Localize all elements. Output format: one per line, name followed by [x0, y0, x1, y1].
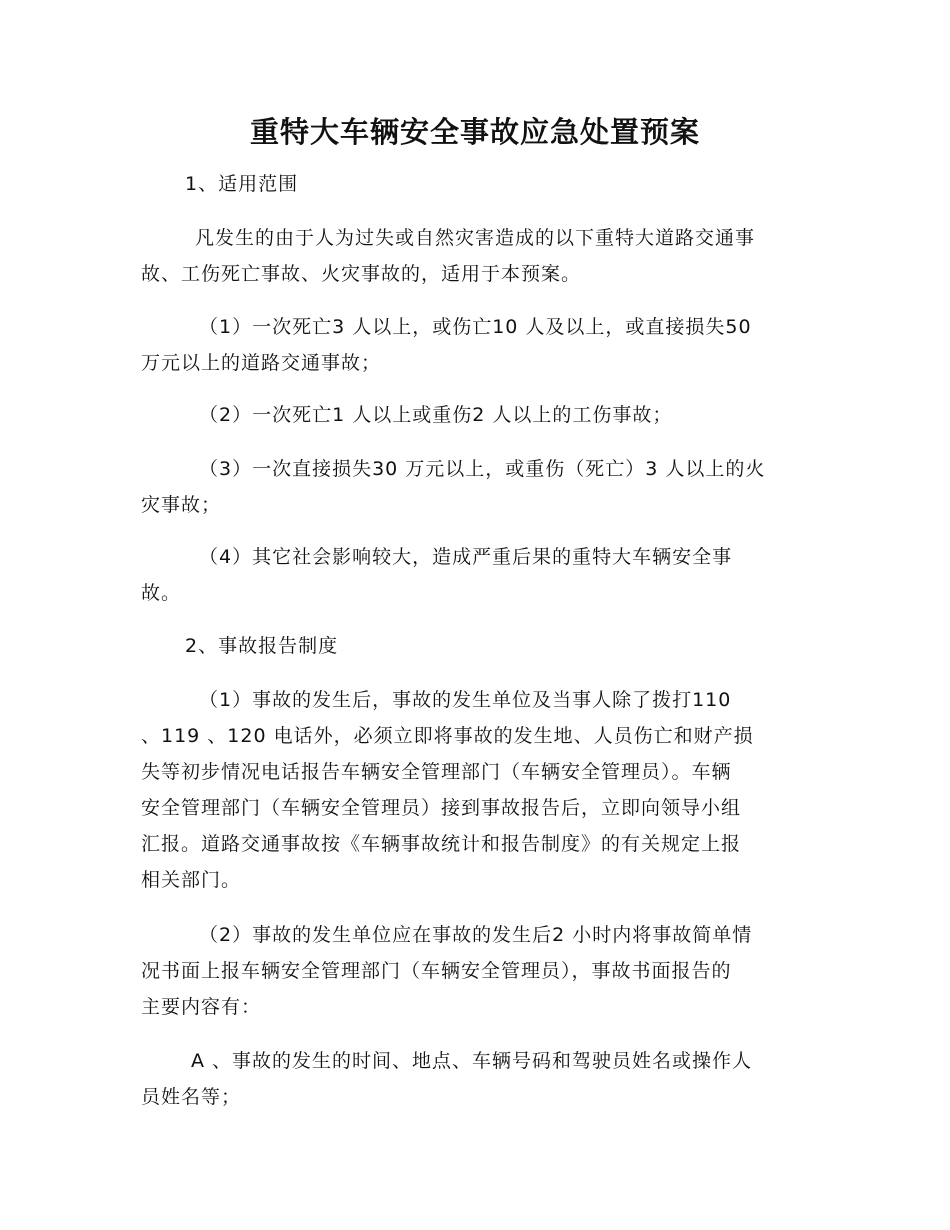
paragraph-line: 失等初步情况电话报告车辆安全管理部门（车辆安全管理员）。车辆: [141, 761, 732, 783]
paragraph-line: 故。: [141, 582, 182, 604]
paragraph-report-a: [141, 1043, 752, 1115]
list-item-3: [141, 451, 765, 523]
paragraph-line: （2）事故的发生单位应在事故的发生后2 小时内将事故简单情: [199, 924, 753, 946]
paragraph-line: （2）一次死亡1 人以上或重伤2 人以上的工伤事故；: [199, 404, 673, 426]
list-item-1: [141, 309, 752, 381]
section-heading-report: 2、事故报告制度: [185, 635, 339, 657]
paragraph-line: 汇报。道路交通事故按《车辆事故统计和报告制度》的有关规定上报: [141, 833, 742, 855]
paragraph-line: 主要内容有：: [141, 996, 262, 1018]
document-title: 重特大车辆安全事故应急处置预案: [249, 115, 700, 149]
paragraph-scope: [141, 220, 755, 292]
paragraph-report-2: [141, 917, 752, 1025]
paragraph-line: 凡发生的由于人为过失或自然灾害造成的以下重特大道路交通事: [195, 227, 756, 249]
paragraph-line: 况书面上报车辆安全管理部门（车辆安全管理员），事故书面报告的: [141, 960, 732, 982]
list-item-4: [141, 539, 732, 611]
paragraph-line: 万元以上的道路交通事故；: [141, 352, 382, 374]
paragraph-line: （4）其它社会影响较大，造成严重后果的重特大车辆安全事: [199, 546, 733, 568]
paragraph-line: （1）事故的发生后，事故的发生单位及当事人除了拨打110: [199, 689, 732, 711]
paragraph-line: 员姓名等；: [141, 1086, 242, 1108]
paragraph-line: 故、工伤死亡事故、火灾事故的，适用于本预案。: [141, 263, 582, 285]
paragraph-line: 安全管理部门（车辆安全管理员）接到事故报告后，立即向领导小组: [141, 797, 742, 819]
paragraph-line: 、119 、120 电话外，必须立即将事故的发生地、人员伤亡和财产损: [141, 725, 754, 747]
paragraph-line: （3）一次直接损失30 万元以上，或重伤（死亡）3 人以上的火: [199, 458, 766, 480]
paragraph-line: 灾事故；: [141, 494, 222, 516]
paragraph-line: 相关部门。: [141, 869, 242, 891]
list-item-2: [141, 397, 672, 433]
paragraph-line: （1）一次死亡3 人以上，或伤亡10 人及以上，或直接损失50: [199, 316, 752, 338]
paragraph-line: A 、事故的发生的时间、地点、车辆号码和驾驶员姓名或操作人: [191, 1050, 753, 1072]
section-heading-scope: 1、适用范围: [185, 173, 299, 195]
paragraph-report-1: [141, 682, 754, 898]
